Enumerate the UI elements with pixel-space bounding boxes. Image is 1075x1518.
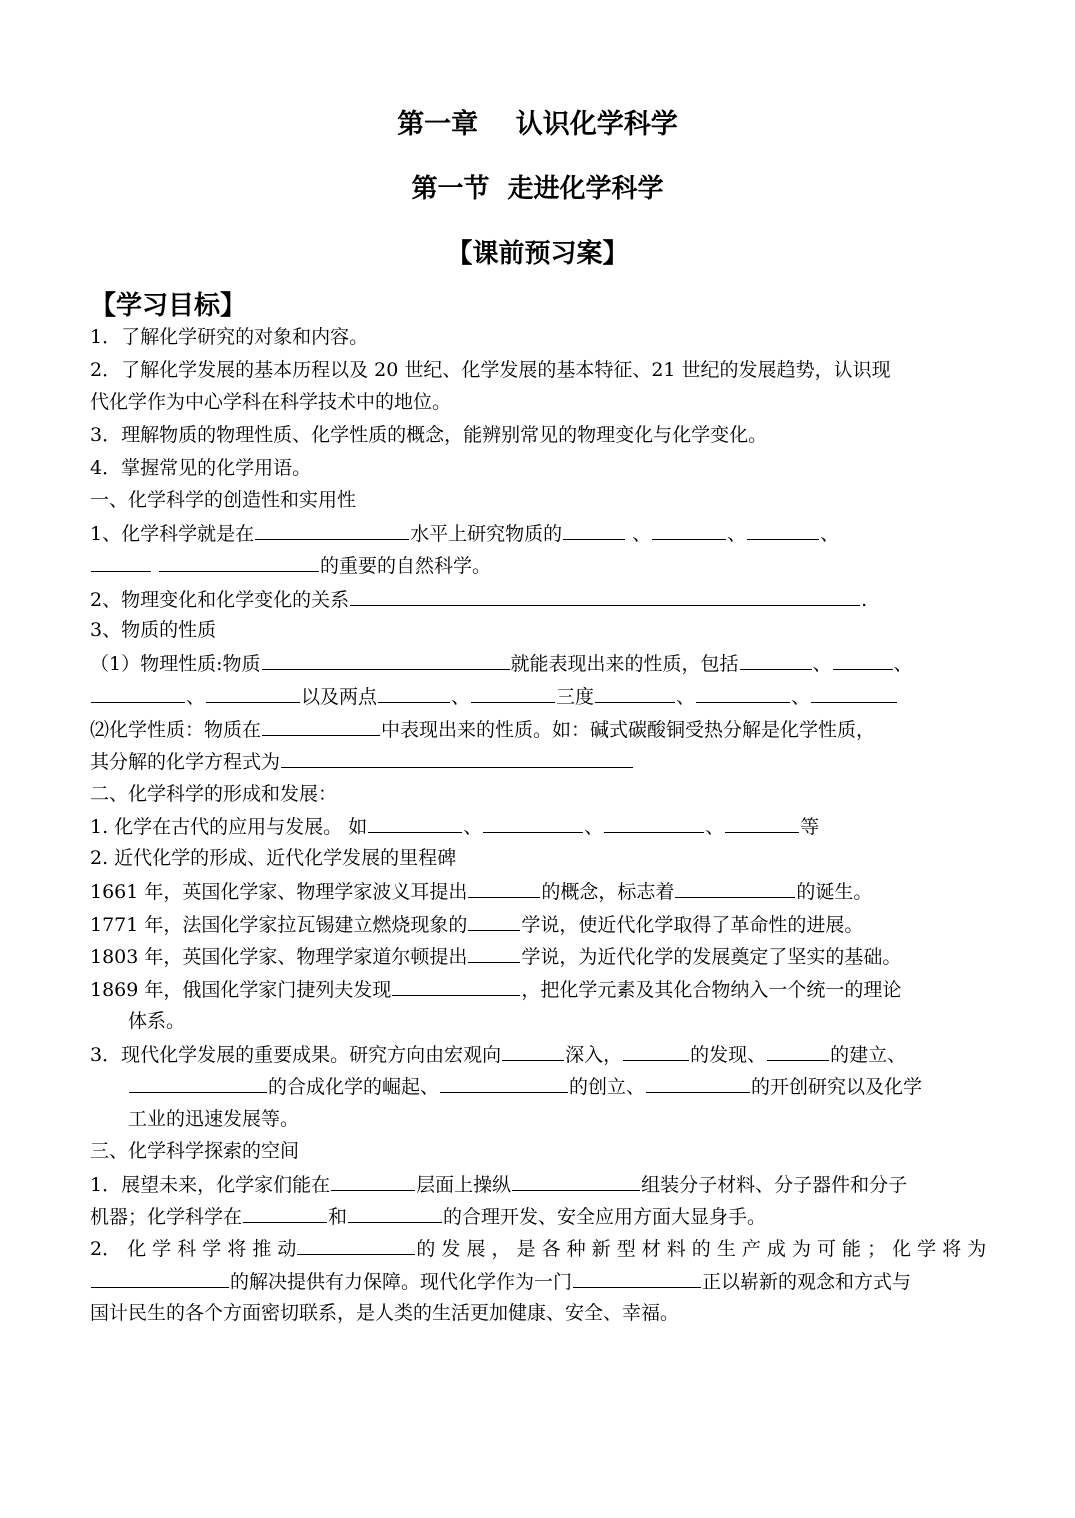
part3-q1-line2	[90, 1201, 766, 1231]
text: 的合成化学的崛起、	[268, 1076, 440, 1098]
physical-property-line2	[90, 681, 898, 711]
fill-blank[interactable]	[331, 1169, 415, 1191]
fill-blank[interactable]	[747, 518, 819, 540]
text: 中表现出来的性质。如：碱式碳酸铜受热分解是化学性质，	[381, 719, 876, 741]
text: 的 发 展 ， 是 各 种 新 型 材 料 的 生 产 成 为 可 能 ； 化 学 将 为	[416, 1238, 987, 1260]
fill-blank[interactable]	[595, 681, 675, 703]
text: 的发现、	[690, 1044, 767, 1066]
text: 、	[676, 686, 696, 708]
text: 、	[812, 653, 832, 675]
fill-blank[interactable]	[725, 811, 799, 833]
text: 组装分子材料、分子器件和分子	[641, 1174, 908, 1196]
text: 、	[791, 686, 811, 708]
text: 、	[727, 523, 747, 545]
text: 、	[893, 653, 913, 675]
fill-blank[interactable]	[563, 518, 625, 540]
text: 、	[451, 686, 471, 708]
fill-blank[interactable]	[483, 811, 583, 833]
fill-blank[interactable]	[243, 1201, 327, 1223]
fill-blank[interactable]	[468, 909, 520, 931]
text: 以及两点	[301, 686, 378, 708]
text: 等	[800, 816, 820, 838]
text: 、	[705, 816, 725, 838]
objective-3: 3．理解物质的物理性质、化学性质的概念，能辨别常见的物理变化与化学变化。	[90, 424, 768, 446]
fill-blank[interactable]	[206, 681, 300, 703]
text: 1、化学科学就是在	[90, 523, 255, 545]
text: 和	[328, 1206, 348, 1228]
milestone-1803	[90, 941, 901, 971]
milestone-1661	[90, 876, 872, 906]
objective-2-line1: 2．了解化学发展的基本历程以及 20 世纪、化学发展的基本特征、21 世纪的发展趋势，认识现	[90, 359, 891, 381]
part3-q2-line3: 国计民生的各个方面密切联系，是人类的生活更加健康、安全、幸福。	[90, 1302, 680, 1324]
text: ⑵化学性质：物质在	[90, 719, 262, 741]
text: 1771 年，法国化学家拉瓦锡建立燃烧现象的	[90, 914, 468, 936]
part2-q1	[90, 811, 819, 841]
text: 就能表现出来的性质，包括	[510, 653, 739, 675]
part1-q2	[90, 584, 867, 614]
fill-blank[interactable]	[811, 681, 897, 703]
text: 1803 年，英国化学家、物理学家道尔顿提出	[90, 946, 468, 968]
text: 的开创研究以及化学	[751, 1076, 923, 1098]
text: ，把化学元素及其化合物纳入一个统一的理论	[521, 979, 902, 1001]
text: 的概念，标志着	[541, 881, 675, 903]
fill-blank[interactable]	[378, 681, 450, 703]
text: 2． 化 学 科 学 将 推 动	[90, 1238, 297, 1260]
fill-blank[interactable]	[573, 1266, 701, 1288]
text: 1. 化学在古代的应用与发展。 如	[90, 816, 368, 838]
text: 的创立、	[569, 1076, 646, 1098]
fill-blank[interactable]	[255, 518, 409, 540]
chemical-property-line1	[90, 714, 875, 744]
text: （1）物理性质:物质	[90, 653, 261, 675]
text: 其分解的化学方程式为	[90, 751, 281, 773]
text: 、	[463, 816, 483, 838]
fill-blank[interactable]	[833, 648, 893, 670]
milestone-1771	[90, 909, 863, 939]
text: 层面上操纵	[416, 1174, 512, 1196]
text: 的合理开发、安全应用方面大显身手。	[443, 1206, 767, 1228]
text: .	[861, 589, 868, 611]
text: 正以崭新的观念和方式与	[702, 1271, 912, 1293]
text: 的建立、	[830, 1044, 907, 1066]
fill-blank[interactable]	[468, 876, 540, 898]
fill-blank[interactable]	[392, 974, 520, 996]
chapter-title: 第一章 认识化学科学	[397, 109, 678, 140]
part2-q3-line1	[90, 1039, 906, 1069]
part1-q3: 3、物质的性质	[90, 619, 217, 641]
milestone-1869-line2: 体系。	[128, 1010, 186, 1032]
text: 、	[626, 523, 652, 545]
fill-blank[interactable]	[740, 648, 812, 670]
part2-q2: 2. 近代化学的形成、近代化学发展的里程碑	[90, 847, 457, 869]
text: 1869 年，俄国化学家门捷列夫发现	[90, 979, 392, 1001]
text: 机器；化学科学在	[90, 1206, 243, 1228]
fill-blank[interactable]	[129, 1071, 267, 1093]
part1-q1-line1	[90, 518, 839, 548]
fill-blank[interactable]	[604, 811, 704, 833]
text: 2、物理变化和化学变化的关系	[90, 589, 350, 611]
text: 1661 年，英国化学家、物理学家波义耳提出	[90, 881, 468, 903]
fill-blank[interactable]	[350, 584, 860, 606]
part2-heading: 二、化学科学的形成和发展：	[90, 783, 338, 805]
text: 3．现代化学发展的重要成果。研究方向由宏观向	[90, 1044, 502, 1066]
part3-q2-line1	[90, 1233, 986, 1263]
fill-blank[interactable]	[502, 1039, 564, 1061]
text: 的解决提供有力保障。现代化学作为一门	[230, 1271, 573, 1293]
fill-blank[interactable]	[368, 811, 462, 833]
text: 水平上研究物质的	[410, 523, 563, 545]
part3-q1-line1	[90, 1169, 907, 1199]
fill-blank[interactable]	[646, 1071, 750, 1093]
text: 、	[820, 523, 840, 545]
text: 三度	[556, 686, 595, 708]
part2-q3-line2	[128, 1071, 922, 1101]
fill-blank[interactable]	[767, 1039, 829, 1061]
objective-2-line2: 代化学作为中心学科在科学技术中的地位。	[90, 391, 452, 413]
chemical-property-line2	[90, 746, 634, 776]
fill-blank[interactable]	[440, 1071, 568, 1093]
fill-blank[interactable]	[262, 648, 510, 670]
fill-blank[interactable]	[91, 681, 185, 703]
part1-heading: 一、化学科学的创造性和实用性	[90, 489, 357, 511]
section-title: 第一节 走进化学科学	[411, 174, 664, 204]
fill-blank[interactable]	[297, 1233, 415, 1255]
fill-blank[interactable]	[512, 1169, 640, 1191]
text: 、	[186, 686, 206, 708]
text: 的诞生。	[796, 881, 873, 903]
fill-blank[interactable]	[652, 518, 726, 540]
fill-blank[interactable]	[471, 681, 555, 703]
objectives-heading: 【学习目标】	[90, 291, 247, 321]
fill-blank[interactable]	[675, 876, 795, 898]
fill-blank[interactable]	[262, 714, 380, 736]
fill-blank[interactable]	[159, 550, 319, 572]
fill-blank[interactable]	[281, 746, 633, 768]
objective-4: 4．掌握常见的化学用语。	[90, 457, 312, 479]
part2-q3-line3: 工业的迅速发展等。	[128, 1108, 300, 1130]
text: 学说，使近代化学取得了革命性的进展。	[521, 914, 864, 936]
text: 深入，	[565, 1044, 623, 1066]
part3-heading: 三、化学科学探索的空间	[90, 1140, 300, 1162]
fill-blank[interactable]	[468, 941, 520, 963]
case-title: 【课前预习案】	[446, 239, 629, 269]
physical-property-line1	[90, 648, 913, 678]
objective-1: 1．了解化学研究的对象和内容。	[90, 326, 369, 348]
text: 1．展望未来，化学家们能在	[90, 1174, 331, 1196]
fill-blank[interactable]	[91, 1266, 229, 1288]
fill-blank[interactable]	[348, 1201, 442, 1223]
text: 学说，为近代化学的发展奠定了坚实的基础。	[521, 946, 902, 968]
text: 、	[584, 816, 604, 838]
fill-blank[interactable]	[91, 550, 151, 572]
part1-q1-line2	[90, 550, 491, 580]
fill-blank[interactable]	[623, 1039, 689, 1061]
part3-q2-line2	[90, 1266, 911, 1296]
fill-blank[interactable]	[696, 681, 790, 703]
text: 的重要的自然科学。	[320, 555, 492, 577]
milestone-1869-line1	[90, 974, 901, 1004]
